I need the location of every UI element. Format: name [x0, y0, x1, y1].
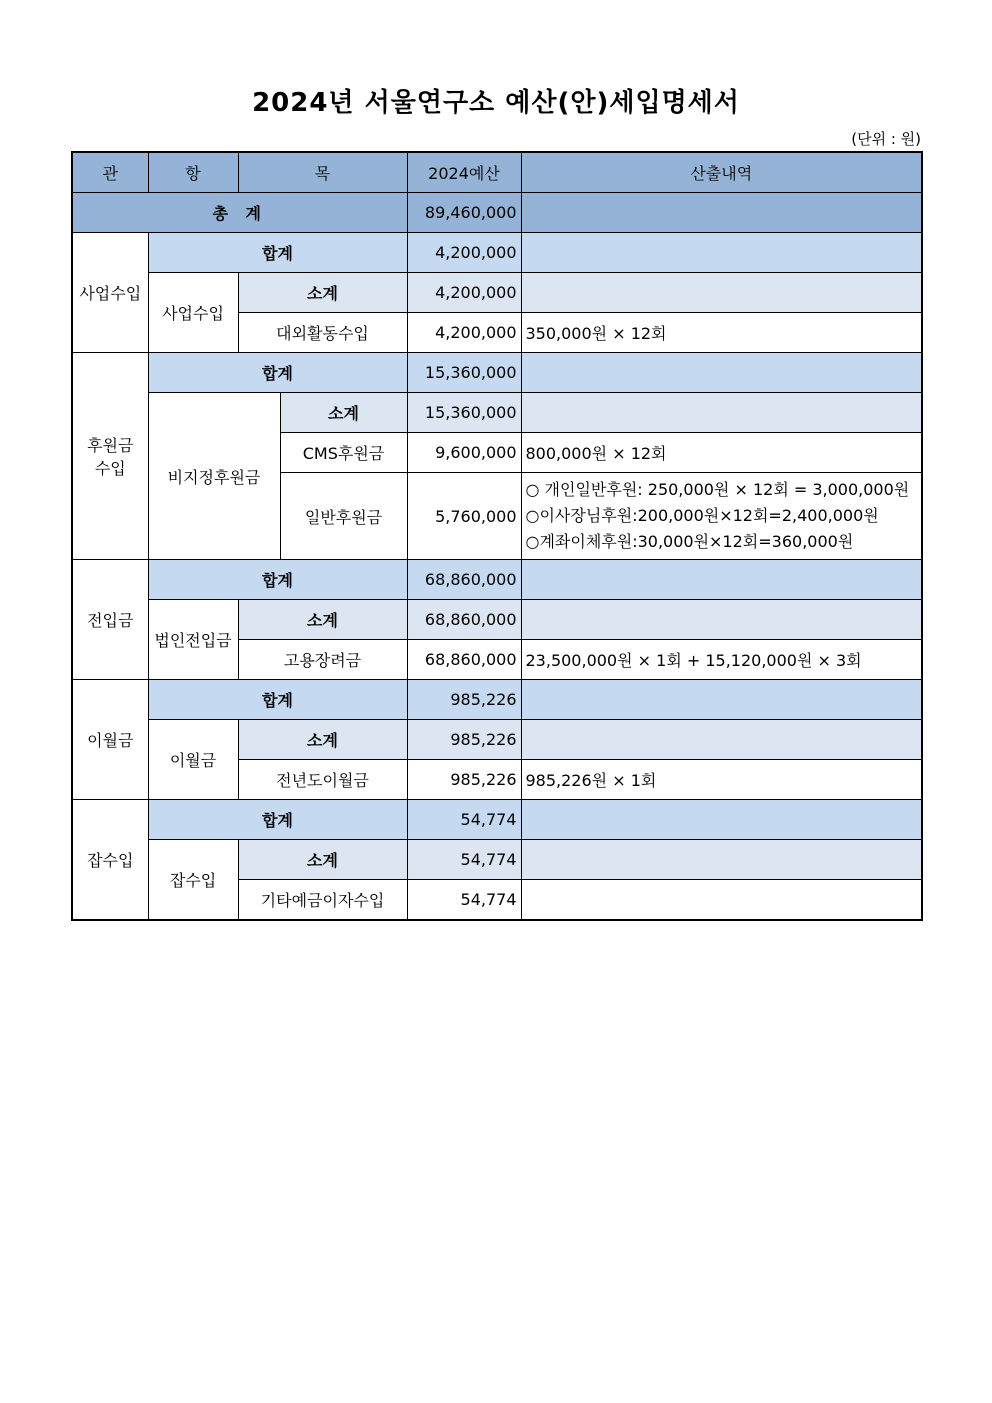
table-header-row: [72, 152, 922, 193]
table-row: [72, 353, 922, 393]
sum-label: 합계: [148, 560, 407, 600]
sub-label: 소계: [238, 600, 407, 640]
mok-detail: 350,000원 × 12회: [521, 313, 922, 353]
header-mok: 목: [238, 152, 407, 193]
sum-label: 합계: [148, 680, 407, 720]
grand-total-value: 89,460,000: [407, 193, 521, 233]
table-row: [72, 560, 922, 600]
table-row: [72, 680, 922, 720]
kwan-donation: [72, 353, 148, 560]
sum-detail: [521, 560, 922, 600]
mok-name: 일반후원금: [280, 473, 407, 560]
sub-label: 소계: [238, 720, 407, 760]
table-row: [72, 393, 922, 433]
sum-value: 985,226: [407, 680, 521, 720]
sum-value: 68,860,000: [407, 560, 521, 600]
detail-line: ○ 개인일반후원: 250,000원 × 12회 = 3,000,000원: [525, 480, 910, 499]
sum-value: 4,200,000: [407, 233, 521, 273]
grand-total-label: 총 계: [72, 193, 407, 233]
mok-detail: [521, 473, 922, 560]
detail-line: ○이사장님후원:200,000원×12회=2,400,000원: [525, 506, 879, 525]
unit-label: (단위 : 원): [851, 130, 921, 148]
table-row: [72, 600, 922, 640]
mok-value: 985,226: [407, 760, 521, 800]
sub-value: 68,860,000: [407, 600, 521, 640]
grand-total-detail: [521, 193, 922, 233]
sum-value: 15,360,000: [407, 353, 521, 393]
table-row: [72, 273, 922, 313]
header-detail: 산출내역: [521, 152, 922, 193]
mok-value: 54,774: [407, 880, 521, 921]
kwan-carryover: 이월금: [72, 680, 148, 800]
kwan-donation-line1: 후원금: [87, 436, 134, 455]
mok-name: 고용장려금: [238, 640, 407, 680]
hang-transfer: 법인전입금: [148, 600, 238, 680]
sub-value: 54,774: [407, 840, 521, 880]
sub-value: 4,200,000: [407, 273, 521, 313]
header-budget: 2024예산: [407, 152, 521, 193]
mok-name: 전년도이월금: [238, 760, 407, 800]
sub-label: 소계: [238, 273, 407, 313]
mok-value: 4,200,000: [407, 313, 521, 353]
sum-label: 합계: [148, 233, 407, 273]
budget-table: [71, 151, 923, 921]
sub-detail: [521, 393, 922, 433]
hang-misc: 잡수입: [148, 840, 238, 921]
sum-label: 합계: [148, 353, 407, 393]
kwan-transfer: 전입금: [72, 560, 148, 680]
mok-name: 기타예금이자수입: [238, 880, 407, 921]
sub-detail: [521, 600, 922, 640]
sum-label: 합계: [148, 800, 407, 840]
mok-name: CMS후원금: [280, 433, 407, 473]
sub-detail: [521, 720, 922, 760]
mok-detail: 800,000원 × 12회: [521, 433, 922, 473]
detail-line: ○계좌이체후원:30,000원×12회=360,000원: [525, 532, 854, 551]
mok-detail: 985,226원 × 1회: [521, 760, 922, 800]
header-kwan: 관: [72, 152, 148, 193]
sub-label: 소계: [280, 393, 407, 433]
mok-value: 68,860,000: [407, 640, 521, 680]
grand-total-row: [72, 193, 922, 233]
header-hang: 항: [148, 152, 238, 193]
sum-value: 54,774: [407, 800, 521, 840]
page-title: 2024년 서울연구소 예산(안)세입명세서: [252, 88, 740, 118]
sum-detail: [521, 680, 922, 720]
sub-value: 15,360,000: [407, 393, 521, 433]
hang-carryover: 이월금: [148, 720, 238, 800]
table-row: [72, 800, 922, 840]
mok-name: 대외활동수입: [238, 313, 407, 353]
sum-detail: [521, 353, 922, 393]
sum-detail: [521, 800, 922, 840]
mok-value: 9,600,000: [407, 433, 521, 473]
table-row: [72, 720, 922, 760]
sub-detail: [521, 840, 922, 880]
sub-detail: [521, 273, 922, 313]
sub-label: 소계: [238, 840, 407, 880]
hang-business: 사업수입: [148, 273, 238, 353]
table-row: [72, 840, 922, 880]
mok-detail: [521, 880, 922, 921]
mok-detail: 23,500,000원 × 1회 + 15,120,000원 × 3회: [521, 640, 922, 680]
hang-donation: 비지정후원금: [148, 393, 280, 560]
kwan-donation-line2: 수입: [94, 459, 126, 478]
mok-value: 5,760,000: [407, 473, 521, 560]
sum-detail: [521, 233, 922, 273]
sub-value: 985,226: [407, 720, 521, 760]
table-row: [72, 233, 922, 273]
kwan-misc: 잡수입: [72, 800, 148, 921]
kwan-business: 사업수입: [72, 233, 148, 353]
